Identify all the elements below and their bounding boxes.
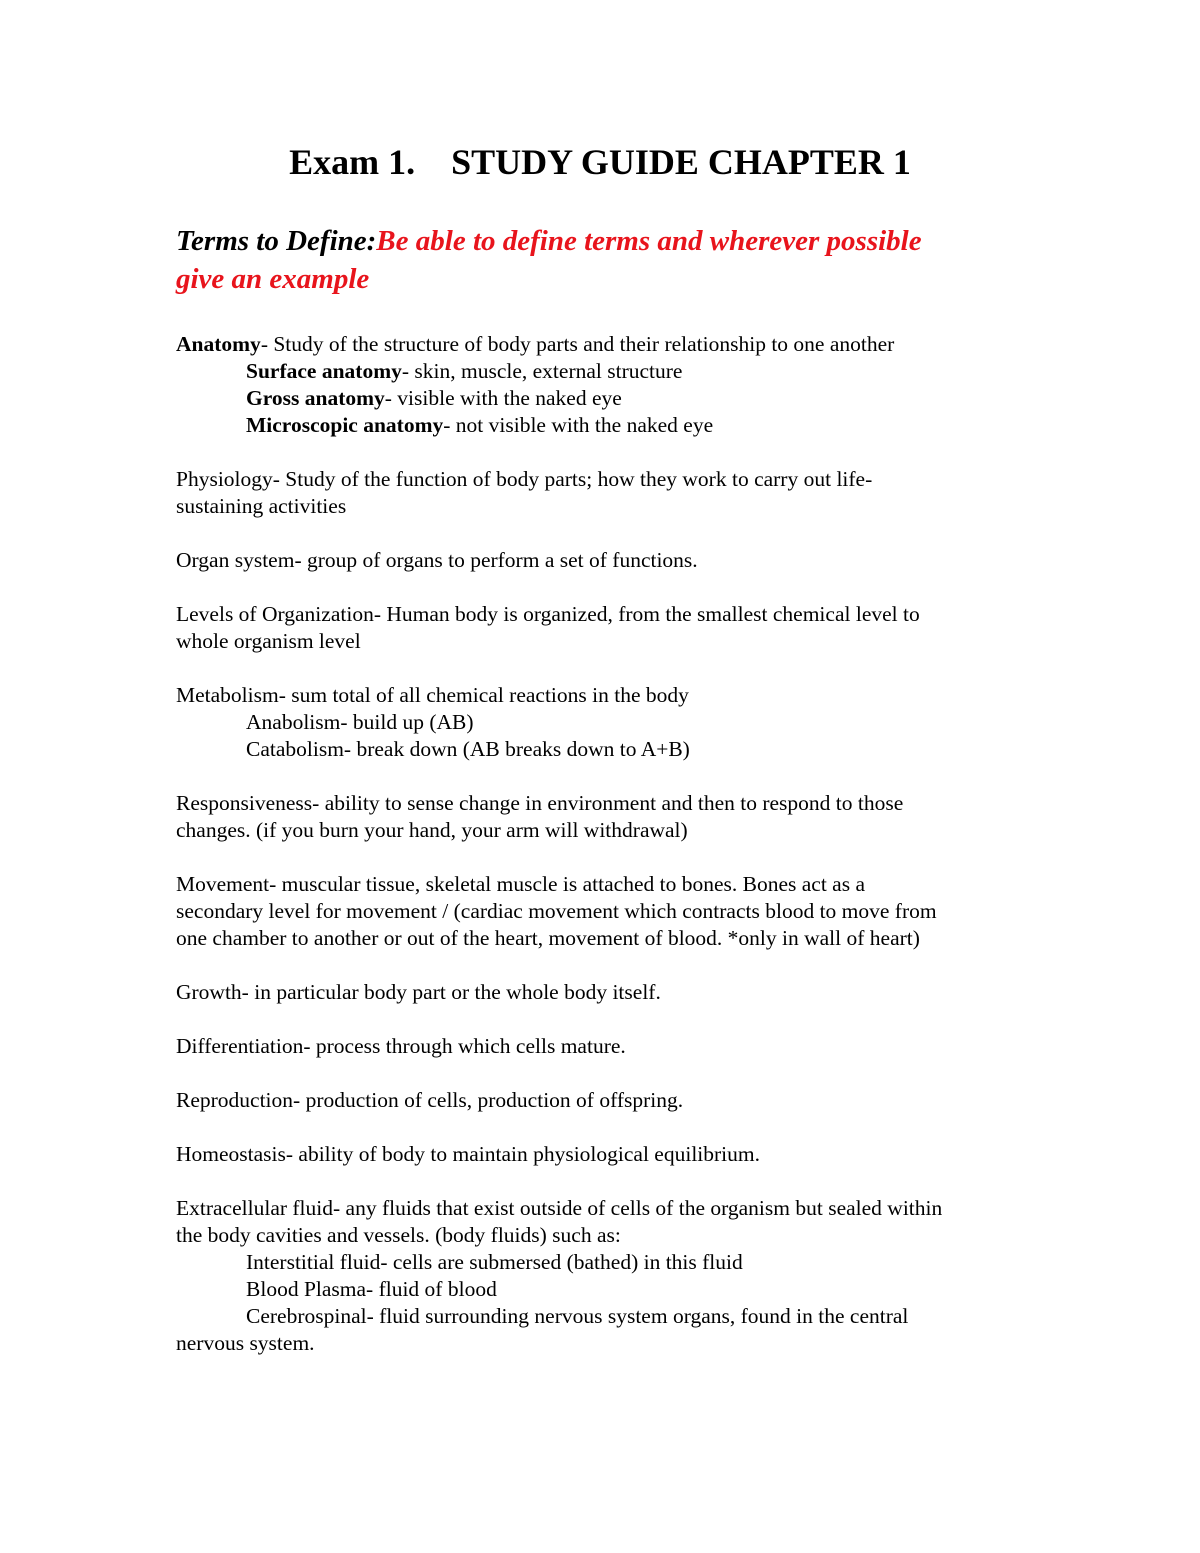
term-responsiveness: Responsiveness- ability to sense change in environment and then to respond to those changes. (if you burn your hand, your arm will withdrawal) xyxy=(176,791,904,842)
term-organ-system: Organ system- group of organs to perform a set of functions. xyxy=(176,548,698,572)
term-movement: Movement- muscular tissue, skeletal muscle is attached to bones. Bones act as a secondary level for movement / (cardiac movement which contracts blood to move from one chamber to another or out of the heart, movement of blood. *only in wall of heart) xyxy=(176,872,937,950)
subterm-blood-plasma: Blood Plasma- fluid of blood xyxy=(246,1277,497,1301)
terms-instruction-line2: give an example xyxy=(176,263,370,295)
term-homeostasis: Homeostasis- ability of body to maintain physiological equilibrium. xyxy=(176,1142,761,1166)
subterm-anabolism: Anabolism- build up (AB) xyxy=(246,710,474,734)
term-differentiation: Differentiation- process through which cells mature. xyxy=(176,1034,626,1058)
subterm-cerebrospinal: Cerebrospinal- fluid surrounding nervous system organs, found in the central xyxy=(246,1304,909,1328)
term-levels-of-organization: Levels of Organization- Human body is organized, from the smallest chemical level to whole organism level xyxy=(176,602,920,653)
subterm-microscopic-anatomy: Microscopic anatomy- not visible with the naked eye xyxy=(246,413,714,437)
terms-heading-lead: Terms to Define: xyxy=(176,225,377,257)
terms-heading xyxy=(176,222,1036,298)
term-growth: Growth- in particular body part or the whole body itself. xyxy=(176,980,661,1004)
term-anatomy xyxy=(176,331,1046,439)
subterm-gross-anatomy: Gross anatomy- visible with the naked eye xyxy=(246,386,622,410)
page-title: Exam 1. STUDY GUIDE CHAPTER 1 xyxy=(289,142,911,182)
term-anatomy-name: Anatomy xyxy=(176,332,261,356)
subterm-catabolism: Catabolism- break down (AB breaks down to A+B) xyxy=(246,737,690,761)
terms-list xyxy=(176,331,1046,1384)
subterm-interstitial-fluid: Interstitial fluid- cells are submersed (bathed) in this fluid xyxy=(246,1250,743,1274)
term-metabolism: Metabolism- sum total of all chemical reactions in the body Anabolism- build up (AB) Catabolism- break down (AB breaks down to A+B) xyxy=(176,682,1046,763)
subterm-surface-anatomy: Surface anatomy- skin, muscle, external structure xyxy=(246,359,683,383)
term-physiology: Physiology- Study of the function of body parts; how they work to carry out life- sustaining activities xyxy=(176,467,873,518)
term-extracellular-fluid: Extracellular fluid- any fluids that exist outside of cells of the organism but sealed within the body cavities and vessels. (body fluids) such as: Interstitial fluid- cells are submersed (bathed) in this fluid Blood Plasma- fluid of blood Cerebrospinal- fluid surrounding nervous system organs, found in the central nervous system. xyxy=(176,1195,1046,1357)
term-reproduction: Reproduction- production of cells, production of offspring. xyxy=(176,1088,684,1112)
terms-instruction-line1: Be able to define terms and wherever possible xyxy=(376,225,922,257)
term-anatomy-definition: - Study of the structure of body parts and their relationship to one another xyxy=(260,332,895,356)
